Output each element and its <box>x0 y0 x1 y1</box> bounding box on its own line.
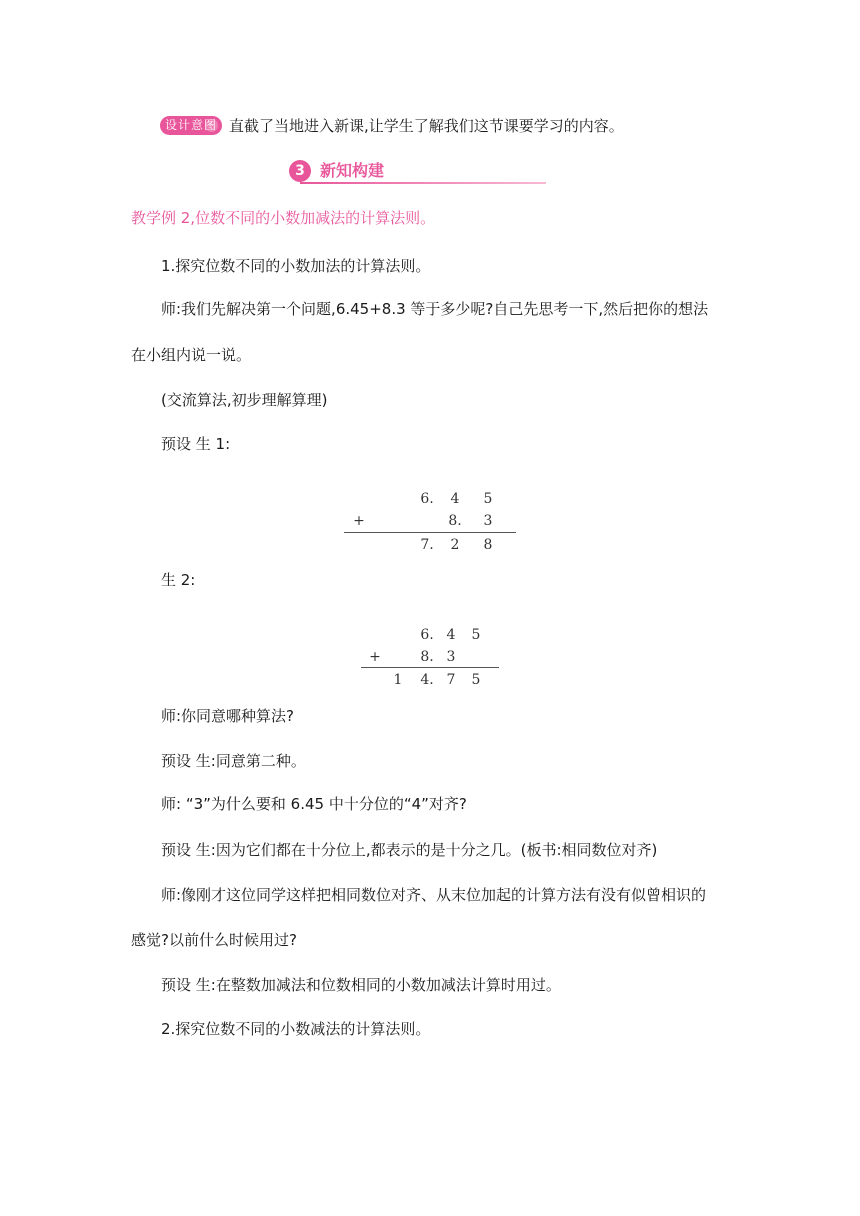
paragraph-2a: 师:我们先解决第一个问题,6.45+8.3 等于多少呢?自己先思考一下,然后把你的想法 <box>161 300 709 318</box>
calc1-digit: 7. <box>420 537 434 553</box>
paragraph-10a: 师:像刚才这位同学这样把相同数位对齐、从末位加起的计算方法有没有似曾相识的 <box>161 886 707 904</box>
paragraph-3: (交流算法,初步理解算理) <box>161 391 328 409</box>
paragraph-8: 师: “3”为什么要和 6.45 中十分位的“4”对齐? <box>161 795 467 813</box>
calc2-digit: 4 <box>446 627 456 643</box>
calc2-digit: 5 <box>471 672 481 688</box>
calc2-digit: 1 <box>393 672 403 688</box>
example-heading: 教学例 2,位数不同的小数加减法的计算法则。 <box>131 209 436 227</box>
section-underline <box>300 182 546 184</box>
calc1-plus-sign: + <box>353 513 365 529</box>
calc2-digit: 6. <box>420 627 434 643</box>
paragraph-12: 2.探究位数不同的小数减法的计算法则。 <box>161 1020 431 1038</box>
paragraph-7: 预设 生:同意第二种。 <box>161 752 306 770</box>
calc1-digit: 5 <box>483 491 493 507</box>
calc1-digit: 6. <box>420 491 434 507</box>
paragraph-5: 生 2: <box>161 571 196 589</box>
paragraph-11: 预设 生:在整数加减法和位数相同的小数加减法计算时用过。 <box>161 976 561 994</box>
paragraph-9: 预设 生:因为它们都在十分位上,都表示的是十分之几。(板书:相同数位对齐) <box>161 841 658 859</box>
paragraph-10b: 感觉?以前什么时候用过? <box>131 931 297 949</box>
calc1-digit: 4 <box>450 491 460 507</box>
calc2-digit: 8. <box>420 649 434 665</box>
calc2-plus-sign: + <box>369 649 381 665</box>
calc1-digit: 3 <box>483 513 493 529</box>
design-intent-badge: 设计意图 <box>160 116 222 135</box>
calc1-digit: 8. <box>448 513 462 529</box>
paragraph-4: 预设 生 1: <box>161 435 231 453</box>
calc1-rule <box>344 532 516 533</box>
calc2-digit: 7 <box>446 672 456 688</box>
design-intent-text: 直截了当地进入新课,让学生了解我们这节课要学习的内容。 <box>229 117 624 135</box>
calc2-digit: 4. <box>420 672 434 688</box>
paragraph-2b: 在小组内说一说。 <box>131 346 252 364</box>
calc2-digit: 5 <box>471 627 481 643</box>
calc1-digit: 8 <box>483 537 493 553</box>
section-number-badge: 3 <box>289 160 311 182</box>
calc1-digit: 2 <box>450 537 460 553</box>
calc2-digit: 3 <box>446 649 456 665</box>
paragraph-6: 师:你同意哪种算法? <box>161 707 295 725</box>
paragraph-1: 1.探究位数不同的小数加法的计算法则。 <box>161 257 431 275</box>
section-title: 新知构建 <box>320 161 385 180</box>
calc2-rule <box>361 667 499 668</box>
